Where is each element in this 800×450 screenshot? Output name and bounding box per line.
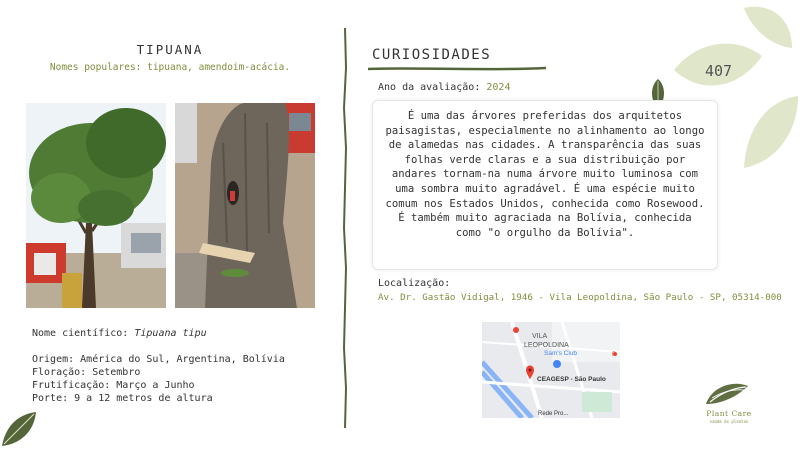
popular-names: Nomes populares: tipuana, amendoim-acácia. bbox=[49, 62, 291, 73]
record-number-badge: 407 bbox=[705, 62, 733, 80]
year-value: 2024 bbox=[486, 82, 511, 93]
tree-photo bbox=[26, 103, 166, 308]
leaf-top-icon bbox=[744, 7, 792, 48]
location-label: Localização: bbox=[378, 278, 451, 289]
map-marker-small-icon bbox=[513, 327, 519, 333]
location-address[interactable]: Av. Dr. Gastão Vidigal, 1946 - Vila Leopoldina, São Paulo - SP, 05314-000 bbox=[378, 292, 782, 303]
location-map[interactable] bbox=[482, 322, 620, 418]
evaluation-year bbox=[378, 82, 510, 93]
scientific-name-value: Tipuana tipu bbox=[134, 328, 207, 339]
corner-leaf-icon bbox=[0, 408, 40, 450]
trunk-photo bbox=[175, 103, 315, 308]
brand-name: Plant Care bbox=[706, 409, 752, 418]
shopping-pin-icon bbox=[553, 360, 561, 368]
curiosities-card bbox=[372, 100, 718, 270]
fruiting: Frutificação: Março a Junho bbox=[32, 380, 195, 391]
map-graphic bbox=[482, 322, 620, 418]
species-title: TIPUANA bbox=[136, 42, 204, 57]
map-poi-sams: Sam's Club bbox=[544, 350, 578, 357]
tree-size: Porte: 9 a 12 metros de altura bbox=[32, 393, 213, 404]
brand-tagline: saúde às plantas bbox=[709, 419, 749, 424]
map-poi-ceagesp: CEAGESP - São Paulo bbox=[537, 376, 606, 383]
map-area-label-1: VILA bbox=[532, 333, 548, 340]
map-edge-letter: P bbox=[612, 352, 617, 358]
flowering: Floração: Setembro bbox=[32, 367, 141, 378]
vertical-divider bbox=[338, 28, 352, 428]
origin: Origem: América do Sul, Argentina, Bolívia bbox=[32, 354, 285, 365]
map-area-label-2: LEOPOLDINA bbox=[524, 342, 569, 349]
year-label: Ano da avaliação: bbox=[378, 82, 481, 93]
leaf-right-icon bbox=[744, 96, 798, 168]
scientific-name bbox=[32, 327, 207, 340]
plant-care-logo-icon bbox=[704, 380, 750, 408]
curiosities-text: É uma das árvores preferidas dos arquitetos paisagistas, especialmente no alinhamento ao longo de alamedas nas cidades. A transparência das suas folhas verde claras e a sua distribuição por andares tornam-na numa árvore muito luminosa com uma sombra muito agradável. É uma espécie muito comum nos Estados Unidos, conhecida como Rosewood. É também muito agraciada na Bolívia, conhecida como "o orgulho da Bolívia". bbox=[385, 110, 705, 239]
curiosities-heading: CURIOSIDADES bbox=[372, 47, 492, 63]
map-poi-bottom: Rede Pro... bbox=[538, 411, 569, 417]
heading-underline bbox=[368, 64, 546, 74]
scientific-name-label: Nome científico: bbox=[32, 328, 129, 339]
